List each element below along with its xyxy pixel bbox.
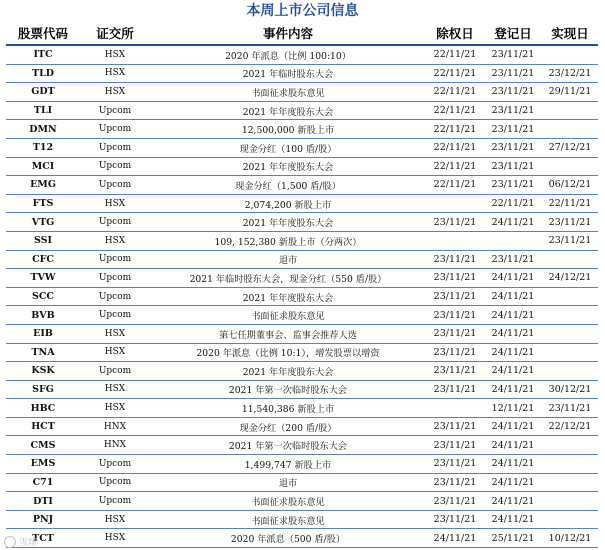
- cell-exec-date: 23/11/21: [542, 399, 598, 418]
- header-stock-code: 股票代码: [6, 22, 80, 45]
- cell-exchange: Upcom: [80, 492, 150, 511]
- table-row: [6, 436, 598, 455]
- cell-event: 2020 年派息（比例 100:10）: [150, 45, 426, 64]
- cell-exchange: HNX: [80, 417, 150, 436]
- watermark-text: 雪球: [19, 538, 38, 548]
- cell-ex-date: 22/11/21: [426, 138, 484, 157]
- cell-ex-date: [426, 399, 484, 418]
- cell-stock-code: EMS: [6, 455, 80, 474]
- cell-record-date: 25/11/21: [484, 529, 542, 548]
- cell-stock-code: TVW: [6, 269, 80, 288]
- cell-exec-date: [542, 306, 598, 325]
- cell-record-date: 24/11/21: [484, 324, 542, 343]
- cell-ex-date: 23/11/21: [426, 343, 484, 362]
- cell-exec-date: 30/12/21: [542, 380, 598, 399]
- cell-event: 11,540,386 新股上市: [150, 399, 426, 418]
- cell-exchange: HSX: [80, 64, 150, 83]
- cell-exchange: Upcom: [80, 306, 150, 325]
- cell-exchange: Upcom: [80, 213, 150, 232]
- watermark: [4, 535, 37, 548]
- cell-stock-code: TNA: [6, 343, 80, 362]
- cell-event: 2020 年派息（500 盾/股）: [150, 529, 426, 548]
- cell-stock-code: GDT: [6, 83, 80, 102]
- cell-event: 书面征求股东意见: [150, 306, 426, 325]
- cell-event: 2021 年年度股东大会: [150, 157, 426, 176]
- cell-event: 109, 152,380 新股上市（分两次）: [150, 231, 426, 250]
- cell-exec-date: 06/12/21: [542, 176, 598, 195]
- cell-exchange: HNX: [80, 436, 150, 455]
- cell-exec-date: 23/11/21: [542, 213, 598, 232]
- cell-ex-date: 23/11/21: [426, 362, 484, 381]
- table-row: [6, 138, 598, 157]
- cell-exec-date: [542, 436, 598, 455]
- cell-record-date: 22/11/21: [484, 194, 542, 213]
- cell-event: 2021 年第一次临时股东大会: [150, 436, 426, 455]
- header-exec-date: 实现日: [542, 22, 598, 45]
- cell-record-date: 23/11/21: [484, 64, 542, 83]
- cell-exchange: Upcom: [80, 287, 150, 306]
- cell-stock-code: HBC: [6, 399, 80, 418]
- cell-event: 书面征求股东意见: [150, 83, 426, 102]
- cell-exec-date: [542, 287, 598, 306]
- cell-stock-code: KSK: [6, 362, 80, 381]
- cell-exec-date: [542, 492, 598, 511]
- cell-exec-date: [542, 45, 598, 64]
- cell-stock-code: TCT: [6, 529, 80, 548]
- header-ex-date: 除权日: [426, 22, 484, 45]
- header-exchange: 证交所: [80, 22, 150, 45]
- cell-record-date: 24/11/21: [484, 269, 542, 288]
- cell-ex-date: 22/11/21: [426, 120, 484, 139]
- cell-exec-date: [542, 324, 598, 343]
- cell-event: 2021 年临时股东大会: [150, 64, 426, 83]
- header-record-date: 登记日: [484, 22, 542, 45]
- cell-ex-date: 22/11/21: [426, 176, 484, 195]
- table-row: [6, 176, 598, 195]
- cell-record-date: 23/11/21: [484, 250, 542, 269]
- cell-event: 2021 年第一次临时股东大会: [150, 380, 426, 399]
- cell-exchange: Upcom: [80, 473, 150, 492]
- cell-exec-date: [542, 455, 598, 474]
- cell-stock-code: BVB: [6, 306, 80, 325]
- cell-record-date: 24/11/21: [484, 287, 542, 306]
- cell-exchange: Upcom: [80, 455, 150, 474]
- cell-event: 2021 年年度股东大会: [150, 287, 426, 306]
- cell-stock-code: TLD: [6, 64, 80, 83]
- cell-event: 12,500,000 新股上市: [150, 120, 426, 139]
- table-row: [6, 213, 598, 232]
- header-event: 事件内容: [150, 22, 426, 45]
- cell-exec-date: 22/12/21: [542, 417, 598, 436]
- table-row: [6, 231, 598, 250]
- cell-exchange: Upcom: [80, 250, 150, 269]
- cell-exec-date: [542, 101, 598, 120]
- cell-ex-date: [426, 194, 484, 213]
- cell-ex-date: 23/11/21: [426, 492, 484, 511]
- cell-ex-date: [426, 231, 484, 250]
- cell-ex-date: 23/11/21: [426, 436, 484, 455]
- table-row: [6, 194, 598, 213]
- watermark-logo-icon: [4, 536, 16, 548]
- table-row: [6, 250, 598, 269]
- table-row: [6, 101, 598, 120]
- cell-record-date: 24/11/21: [484, 492, 542, 511]
- cell-exchange: HSX: [80, 343, 150, 362]
- cell-exchange: Upcom: [80, 138, 150, 157]
- table-row: [6, 510, 598, 529]
- cell-record-date: 23/11/21: [484, 157, 542, 176]
- table-row: [6, 120, 598, 139]
- cell-record-date: 24/11/21: [484, 213, 542, 232]
- cell-stock-code: PNJ: [6, 510, 80, 529]
- cell-record-date: 23/11/21: [484, 83, 542, 102]
- table-row: [6, 64, 598, 83]
- cell-ex-date: 22/11/21: [426, 83, 484, 102]
- cell-record-date: 24/11/21: [484, 417, 542, 436]
- cell-event: 书面征求股东意见: [150, 492, 426, 511]
- cell-record-date: 24/11/21: [484, 436, 542, 455]
- table-row: [6, 287, 598, 306]
- page-title: 本周上市公司信息: [246, 3, 359, 19]
- cell-stock-code: CMS: [6, 436, 80, 455]
- table-row: [6, 269, 598, 288]
- cell-stock-code: EIB: [6, 324, 80, 343]
- cell-ex-date: 23/11/21: [426, 250, 484, 269]
- cell-ex-date: 23/11/21: [426, 306, 484, 325]
- table-row: [6, 529, 598, 548]
- table-row: [6, 306, 598, 325]
- table-body: [6, 45, 598, 548]
- cell-event: 2021 年年度股东大会: [150, 362, 426, 381]
- table-row: [6, 324, 598, 343]
- cell-record-date: 24/11/21: [484, 306, 542, 325]
- cell-exec-date: 23/11/21: [542, 231, 598, 250]
- table-row: [6, 83, 598, 102]
- cell-stock-code: SFG: [6, 380, 80, 399]
- table-row: [6, 417, 598, 436]
- cell-event: 2020 年派息（比例 10:1），增发股票以增资: [150, 343, 426, 362]
- cell-record-date: [484, 231, 542, 250]
- cell-event: 2021 年临时股东大会，现金分红（550 盾/股）: [150, 269, 426, 288]
- cell-exec-date: 22/11/21: [542, 194, 598, 213]
- cell-ex-date: 22/11/21: [426, 101, 484, 120]
- table-row: [6, 343, 598, 362]
- cell-ex-date: 23/11/21: [426, 380, 484, 399]
- table-row: [6, 399, 598, 418]
- cell-exchange: HSX: [80, 45, 150, 64]
- cell-record-date: 23/11/21: [484, 176, 542, 195]
- cell-exchange: HSX: [80, 231, 150, 250]
- cell-event: 书面征求股东意见: [150, 510, 426, 529]
- cell-stock-code: ITC: [6, 45, 80, 64]
- cell-stock-code: C71: [6, 473, 80, 492]
- cell-exchange: Upcom: [80, 362, 150, 381]
- cell-event: 2021 年年度股东大会: [150, 101, 426, 120]
- cell-exchange: Upcom: [80, 269, 150, 288]
- cell-exec-date: 23/12/21: [542, 64, 598, 83]
- cell-exec-date: 10/12/21: [542, 529, 598, 548]
- cell-exec-date: [542, 157, 598, 176]
- cell-event: 退市: [150, 250, 426, 269]
- cell-exchange: Upcom: [80, 157, 150, 176]
- cell-exchange: Upcom: [80, 101, 150, 120]
- cell-stock-code: TLI: [6, 101, 80, 120]
- cell-event: 1,499,747 新股上市: [150, 455, 426, 474]
- cell-event: 现金分红（1,500 盾/股）: [150, 176, 426, 195]
- cell-exchange: HSX: [80, 380, 150, 399]
- table-row: [6, 492, 598, 511]
- cell-exec-date: [542, 510, 598, 529]
- cell-event: 现金分红（200 盾/股）: [150, 417, 426, 436]
- cell-stock-code: SCC: [6, 287, 80, 306]
- table-row: [6, 380, 598, 399]
- cell-stock-code: SSI: [6, 231, 80, 250]
- cell-stock-code: HCT: [6, 417, 80, 436]
- cell-record-date: 24/11/21: [484, 380, 542, 399]
- cell-exec-date: [542, 343, 598, 362]
- cell-exchange: HSX: [80, 529, 150, 548]
- cell-event: 2,074,200 新股上市: [150, 194, 426, 213]
- cell-ex-date: 23/11/21: [426, 324, 484, 343]
- cell-stock-code: DTI: [6, 492, 80, 511]
- cell-record-date: 23/11/21: [484, 101, 542, 120]
- cell-exec-date: [542, 120, 598, 139]
- cell-exchange: HSX: [80, 399, 150, 418]
- cell-record-date: 23/11/21: [484, 138, 542, 157]
- cell-record-date: 23/11/21: [484, 120, 542, 139]
- cell-ex-date: 23/11/21: [426, 455, 484, 474]
- cell-ex-date: 23/11/21: [426, 417, 484, 436]
- cell-exchange: HSX: [80, 83, 150, 102]
- cell-exec-date: [542, 473, 598, 492]
- cell-exec-date: [542, 362, 598, 381]
- cell-exchange: Upcom: [80, 176, 150, 195]
- cell-stock-code: CFC: [6, 250, 80, 269]
- cell-exchange: HSX: [80, 510, 150, 529]
- cell-stock-code: VTG: [6, 213, 80, 232]
- cell-event: 现金分红（100 盾/股）: [150, 138, 426, 157]
- cell-record-date: 24/11/21: [484, 362, 542, 381]
- table-row: [6, 362, 598, 381]
- table-row: [6, 473, 598, 492]
- table-header: [6, 22, 598, 45]
- table-row: [6, 157, 598, 176]
- cell-exec-date: 29/11/21: [542, 83, 598, 102]
- table-row: [6, 45, 598, 64]
- cell-record-date: 12/11/21: [484, 399, 542, 418]
- cell-ex-date: 23/11/21: [426, 269, 484, 288]
- cell-event: 退市: [150, 473, 426, 492]
- cell-record-date: 24/11/21: [484, 455, 542, 474]
- cell-stock-code: DMN: [6, 120, 80, 139]
- cell-ex-date: 22/11/21: [426, 157, 484, 176]
- cell-exec-date: [542, 250, 598, 269]
- cell-ex-date: 23/11/21: [426, 287, 484, 306]
- cell-event: 第七任期董事会、监事会推荐人选: [150, 324, 426, 343]
- cell-ex-date: 23/11/21: [426, 510, 484, 529]
- cell-record-date: 23/11/21: [484, 45, 542, 64]
- cell-record-date: 24/11/21: [484, 473, 542, 492]
- cell-ex-date: 24/11/21: [426, 529, 484, 548]
- cell-ex-date: 22/11/21: [426, 45, 484, 64]
- cell-exec-date: 24/12/21: [542, 269, 598, 288]
- cell-record-date: 24/11/21: [484, 343, 542, 362]
- cell-record-date: 24/11/21: [484, 510, 542, 529]
- cell-stock-code: EMG: [6, 176, 80, 195]
- corporate-events-table: [6, 22, 598, 548]
- cell-exchange: HSX: [80, 194, 150, 213]
- cell-ex-date: 23/11/21: [426, 473, 484, 492]
- cell-stock-code: MCI: [6, 157, 80, 176]
- cell-exchange: Upcom: [80, 120, 150, 139]
- cell-exec-date: 27/12/21: [542, 138, 598, 157]
- cell-stock-code: FTS: [6, 194, 80, 213]
- cell-exchange: HSX: [80, 324, 150, 343]
- table-row: [6, 455, 598, 474]
- cell-ex-date: 23/11/21: [426, 213, 484, 232]
- cell-event: 2021 年年度股东大会: [150, 213, 426, 232]
- cell-ex-date: 22/11/21: [426, 64, 484, 83]
- cell-stock-code: T12: [6, 138, 80, 157]
